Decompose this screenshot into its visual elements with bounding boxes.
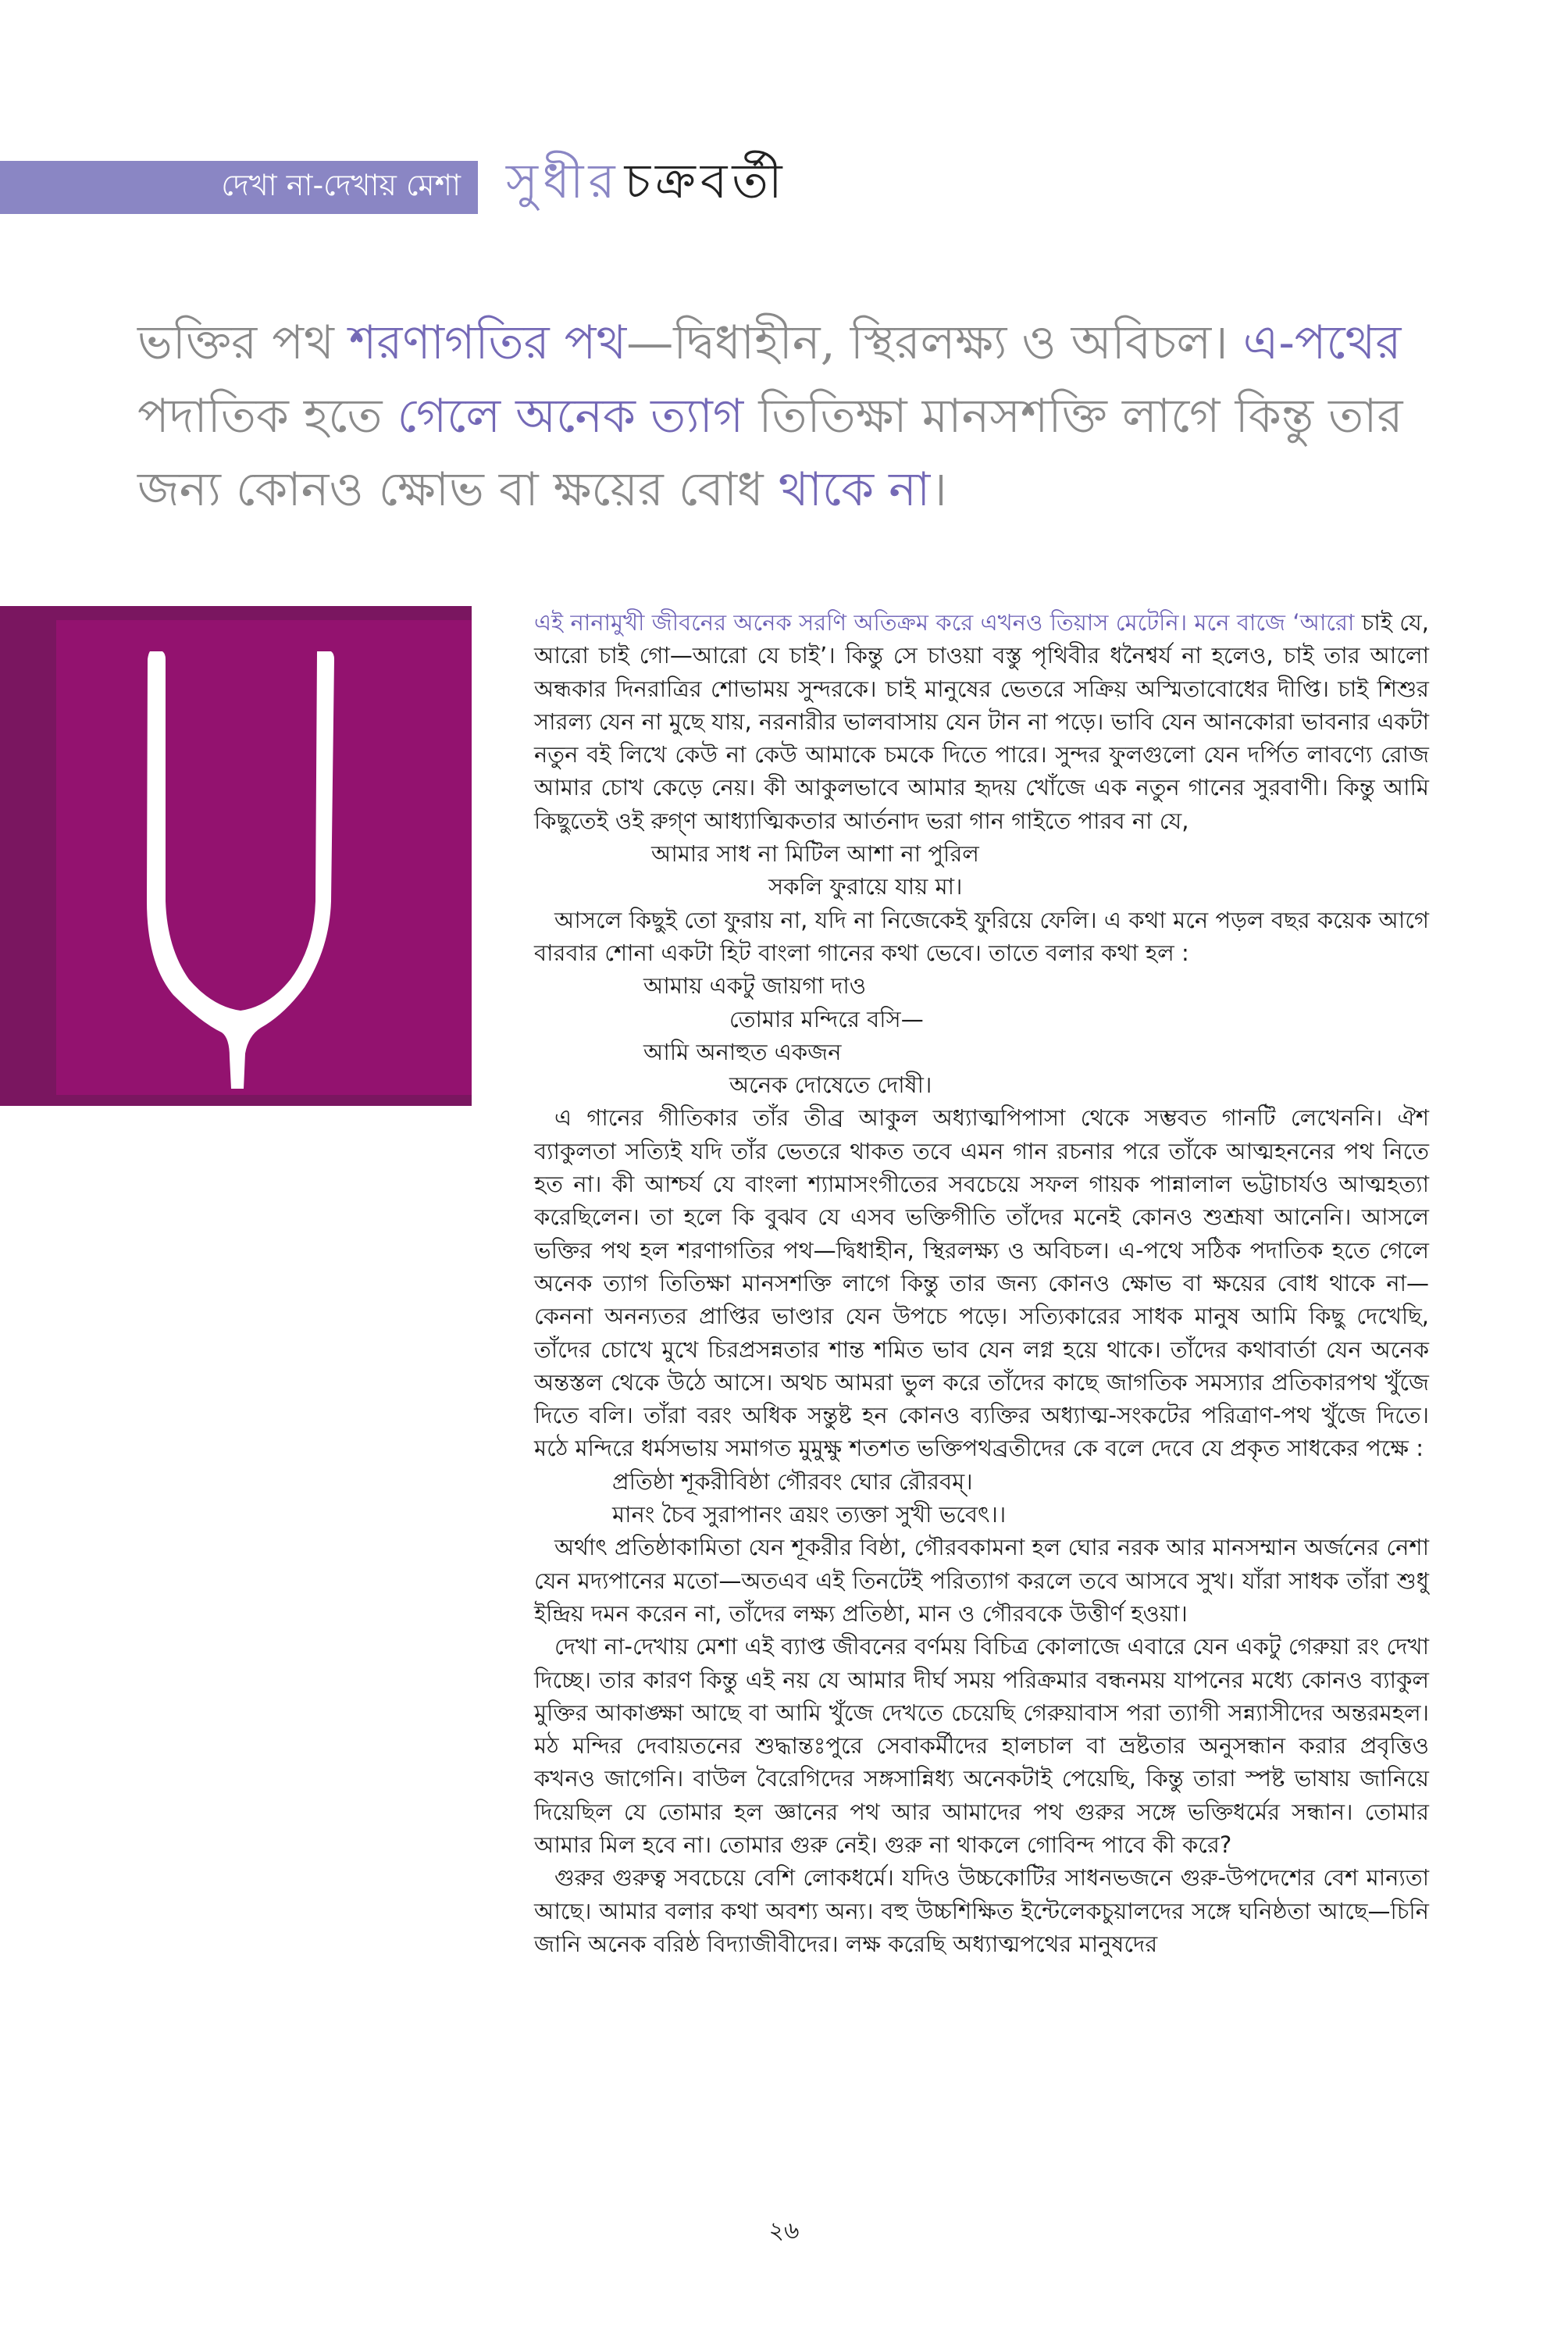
article-body — [534, 606, 1429, 1960]
verse-line: আমি অনাহুত একজন — [643, 1038, 842, 1065]
pull-quote-accent: এ-পথের — [1242, 316, 1402, 370]
paragraph: গুরুর গুরুত্ব সবচেয়ে বেশি লোকধর্মে। যদিও উচ্চকোটির সাধনভজনে গুরু-উপদেশের বেশ মান্যতা আছে। আমার বলার কথা অবশ্য অন্য। বহু উচ্চশিক্ষিত ইন্টেলেকচুয়ালদের সঙ্গে ঘনিষ্ঠতা আছে—চিনি জানি অনেক বরিষ্ঠ বিদ্যাজীবীদের। লক্ষ করেছি অধ্যাত্মপথের মানুষদের — [534, 1864, 1429, 1957]
drop-cap-block — [0, 606, 472, 1106]
lead-paragraph — [534, 606, 1429, 837]
verse-line: অনেক দোষেতে দোষী। — [729, 1072, 932, 1099]
drop-cap-panel — [56, 620, 472, 1095]
pull-quote-accent: থাকে না — [778, 462, 931, 517]
pull-quote-segment: পদাতিক হতে — [137, 389, 397, 444]
section-label: দেখা না-দেখায় মেশা — [221, 168, 461, 202]
pull-quote-accent: গেলে অনেক ত্যাগ — [397, 389, 744, 444]
verse-line: আমায় একটু জায়গা দাও — [643, 972, 867, 1000]
verse-line: আমার সাধ না মিটিল আশা না পুরিল — [651, 840, 979, 868]
verse-line: সকলি ফুরায়ে যায় মা। — [768, 873, 963, 900]
lead-accent-text: এই নানামুখী জীবনের অনেক সরণি অতিক্রম করে এখনও তিয়াস মেটেনি। মনে বাজে ‘আরো — [534, 609, 1355, 636]
verse-line: তোমার মন্দিরে বসি— — [729, 1005, 924, 1032]
author-name — [506, 153, 787, 216]
verse-line: মানং চৈব সুরাপানং ত্রয়ং ত্যক্তা সুখী ভবেৎ।। — [612, 1501, 1007, 1528]
page-number: ২৬ — [768, 2217, 800, 2245]
lead-paragraph-text: চাই যে, আরো চাই গো—আরো যে চাই’। কিন্তু সে চাওয়া বস্তু পৃথিবীর ধনৈশ্বর্য না হলেও, চাই তার আলো অন্ধকার দিনরাত্রির শোভাময় সুন্দরকে। চাই মানুষের ভেতরে সক্রিয় অস্মিতাবোধের দীপ্তি। চাই শিশুর সারল্য যেন না মুছে যায়, নরনারীর ভালবাসায় যেন টান না পড়ে। ভাবি যেন আনকোরা ভাবনার একটা নতুন বই লিখে কেউ না কেউ আমাকে চমকে দিতে পারে। সুন্দর ফুলগুলো যেন দর্পিত লাবণ্যে রোজ আমার চোখ কেড়ে নেয়। কী আকুলভাবে আমার হৃদয় খোঁজে এক নতুন গানের সুরবাণী। কিন্তু আমি কিছুতেই ওই রুগ্‌ণ আধ্যাত্মিকতার আর্তনাদ ভরা গান গাইতে পারব না যে, — [534, 609, 1429, 834]
paragraph: অর্থাৎ প্রতিষ্ঠাকামিতা যেন শূকরীর বিষ্ঠা, গৌরবকামনা হল ঘোর নরক আর মানসম্মান অর্জনের নেশা যেন মদ্যপানের মতো—অতএব এই তিনটেই পরিত্যাগ করলে তবে আসবে সুখ। যাঁরা সাধক তাঁরা শুধু ইন্দ্রিয় দমন করেন না, তাঁদের লক্ষ্য প্রতিষ্ঠা, মান ও গৌরবকে উত্তীর্ণ হওয়া। — [534, 1534, 1429, 1627]
pull-quote-segment: তিতিক্ষা মানসশক্তি লাগে কিন্তু তার জন্য কোনও ক্ষোভ বা ক্ষয়ের বোধ — [137, 389, 1403, 517]
paragraph: আসলে কিছুই তো ফুরায় না, যদি না নিজেকেই ফুরিয়ে ফেলি। এ কথা মনে পড়ল বছর কয়েক আগে বারবার শোনা একটা হিট বাংলা গানের কথা ভেবে। তাতে বলার কথা হল : — [534, 906, 1429, 966]
pull-quote-segment: —দ্বিধাহীন, স্থিরলক্ষ্য ও অবিচল। — [626, 316, 1243, 370]
author-last-name: চক্রবর্তী — [624, 152, 787, 209]
verse-line: প্রতিষ্ঠা শূকরীবিষ্ঠা গৌরবং ঘোর রৌরবম্‌। — [612, 1467, 973, 1495]
pull-quote-accent: শরণাগতির পথ — [348, 316, 627, 370]
pull-quote-segment: । — [930, 462, 947, 517]
paragraph: এ গানের গীতিকার তাঁর তীব্র আকুল অধ্যাত্মপিপাসা থেকে সম্ভবত গানটি লেখেননি। ঐশ ব্যাকুলতা সত্যিই যদি তাঁর ভেতরে থাকত তবে এমন গান রচনার পরে তাঁকে আত্মহননের পথ নিতে হত না। কী আশ্চর্য যে বাংলা শ্যামাসংগীতের সবচেয়ে সফল গায়ক পান্নালাল ভট্টাচার্যও আত্মহত্যা করেছিলেন। তা হলে কি বুঝব যে এসব ভক্তিগীতি তাঁদের মনেই কোনও শুশ্রূষা আনেনি। আসলে ভক্তির পথ হল শরণাগতির পথ—দ্বিধাহীন, স্থিরলক্ষ্য ও অবিচল। এ-পথে সঠিক পদাতিক হতে গেলে অনেক ত্যাগ তিতিক্ষা মানসশক্তি লাগে কিন্তু তার জন্য কোনও ক্ষোভ বা ক্ষয়ের বোধ থাকে না—কেননা অনন্যতর প্রাপ্তির ভাণ্ডার যেন উপচে পড়ে। সত্যিকারের সাধক মানুষ আমি কিছু দেখেছি, তাঁদের চোখে মুখে চিরপ্রসন্নতার শান্ত শমিত ভাব যেন লগ্ন হয়ে থাকে। তাঁদের কথাবার্তা যেন অনেক অন্তস্তল থেকে উঠে আসে। অথচ আমরা ভুল করে তাঁদের কাছে জাগতিক সমস্যার প্রতিকারপথ খুঁজে দিতে বলি। তাঁরা বরং অধিক সন্তুষ্ট হন কোনও ব্যক্তির অধ্যাত্ম-সংকটের পরিত্রাণ-পথ খুঁজে দিতে। মঠে মন্দিরে ধর্মসভায় সমাগত মুমুক্ষু শতশত ভক্তিপথব্রতীদের কে বলে দেবে যে প্রকৃত সাধকের পক্ষে : — [534, 1104, 1429, 1462]
paragraph: দেখা না-দেখায় মেশা এই ব্যাপ্ত জীবনের বর্ণময় বিচিত্র কোলাজে এবারে যেন একটু গেরুয়া রং দেখা দিচ্ছে। তার কারণ কিন্তু এই নয় যে আমার দীর্ঘ সময় পরিক্রমার বন্ধনময় যাপনের মধ্যে কোনও ব্যাকুল মুক্তির আকাঙ্ক্ষা আছে বা আমি খুঁজে দেখতে চেয়েছি গেরুয়াবাস পরা ত্যাগী সন্ন্যাসীদের অন্তরমহল। মঠ মন্দির দেবায়তনের শুদ্ধান্তঃপুরে সেবাকর্মীদের হালচাল বা ভ্রষ্টতার অনুসন্ধান করার প্রবৃত্তিও কখনও জাগেনি। বাউল বৈরেগিদের সঙ্গসান্নিধ্য অনেকটাই পেয়েছি, কিন্তু তারা স্পষ্ট ভাষায় জানিয়ে দিয়েছিল যে তোমার হল জ্ঞানের পথ আর আমাদের পথ গুরুর সঙ্গে ভক্তিধর্মের সন্ধান। তোমার আমার মিল হবে না। তোমার গুরু নেই। গুরু না থাকলে গোবিন্দ পাবে কী করে? — [534, 1633, 1429, 1858]
section-label-band — [0, 161, 478, 214]
pull-quote — [137, 306, 1434, 526]
author-first-name: সুধীর — [506, 152, 620, 209]
pull-quote-segment: ভক্তির পথ — [137, 316, 349, 370]
drop-cap-letter-icon — [56, 620, 472, 1095]
